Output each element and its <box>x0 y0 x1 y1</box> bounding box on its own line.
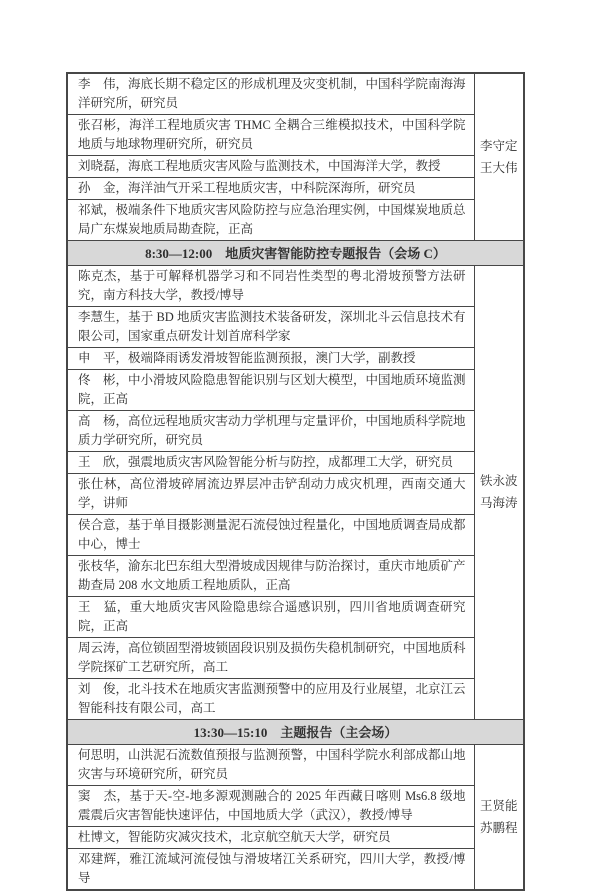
talk-cell: 刘 俊，北斗技术在地质灾害监测预警中的应用及行业展望，北京江云智能科技有限公司，高工 <box>67 679 474 720</box>
table-row <box>67 597 524 638</box>
talk-cell: 张召彬，海洋工程地质灾害 THMC 全耦合三维模拟技术，中国科学院地质与地球物理研究所，研究员 <box>67 115 474 156</box>
chair-name: 马海涛 <box>479 496 518 510</box>
chair-cell <box>474 745 524 891</box>
table-row <box>67 307 524 348</box>
talk-cell: 周云涛，高位锁固型滑坡锁固段识别及损伤失稳机制研究，中国地质科学院探矿工艺研究所，高工 <box>67 638 474 679</box>
table-row <box>67 745 524 786</box>
talk-cell: 陈克杰，基于可解释机器学习和不同岩性类型的粤北滑坡预警方法研究，南方科技大学，教授/博导 <box>67 266 474 307</box>
table-row <box>67 115 524 156</box>
chair-name: 王大伟 <box>479 160 518 175</box>
table-row <box>67 266 524 307</box>
chair-cell <box>474 266 524 720</box>
talk-cell: 张仕林，高位滑坡碎屑流边界层冲击铲刮动力成灾机理，西南交通大学，讲师 <box>67 474 474 515</box>
talk-cell: 佟 彬，中小滑坡风险隐患智能识别与区划大模型，中国地质环境监测院，正高 <box>67 370 474 411</box>
table-row <box>67 370 524 411</box>
table-row <box>67 849 524 891</box>
table-row <box>67 638 524 679</box>
chair-name: 王贤能 <box>479 798 518 813</box>
talk-cell: 侯合意，基于单目摄影测量泥石流侵蚀过程量化，中国地质调查局成都中心，博士 <box>67 515 474 556</box>
table-row <box>67 786 524 827</box>
chair-cell <box>474 73 524 241</box>
talk-cell: 邓建辉，雅江流域河流侵蚀与滑坡堵江关系研究，四川大学，教授/博导 <box>67 849 474 891</box>
chair-name: 铁永波 <box>479 474 518 488</box>
talk-cell: 王 猛，重大地质灾害风险隐患综合遥感识别，四川省地质调查研究院，正高 <box>67 597 474 638</box>
session-header-row <box>67 241 524 266</box>
table-row <box>67 679 524 720</box>
talk-cell: 王 欣，强震地质灾害风险智能分析与防控，成都理工大学，研究员 <box>67 452 474 474</box>
talk-cell: 祁斌，极端条件下地质灾害风险防控与应急治理实例，中国煤炭地质总局广东煤炭地质局勘查院，正高 <box>67 200 474 241</box>
table-row <box>67 411 524 452</box>
table-row <box>67 200 524 241</box>
session-header: 8:30—12:00 地质灾害智能防控专题报告（会场 C） <box>67 241 524 266</box>
talk-cell: 李 伟，海底长期不稳定区的形成机理及灾变机制，中国科学院南海海洋研究所，研究员 <box>67 73 474 115</box>
conference-program-table <box>66 72 525 891</box>
table-row <box>67 474 524 515</box>
table-row <box>67 827 524 849</box>
talk-cell: 刘晓磊，海底工程地质灾害风险与监测技术，中国海洋大学，教授 <box>67 156 474 178</box>
talk-cell: 李慧生，基于 BD 地质灾害监测技术装备研发，深圳北斗云信息技术有限公司，国家重点研发计划首席科学家 <box>67 307 474 348</box>
table-row <box>67 556 524 597</box>
talk-cell: 何思明，山洪泥石流数值预报与监测预警，中国科学院水利部成都山地灾害与环境研究所，研究员 <box>67 745 474 786</box>
talk-cell: 孙 金，海洋油气开采工程地质灾害，中科院深海所，研究员 <box>67 178 474 200</box>
table-row <box>67 515 524 556</box>
talk-cell: 张枝华，渝东北巴东组大型滑坡成因规律与防治探讨，重庆市地质矿产勘查局 208 水文地质工程地质队，正高 <box>67 556 474 597</box>
session-header-row <box>67 720 524 745</box>
chair-name: 李守定 <box>479 138 518 153</box>
table-row <box>67 178 524 200</box>
table-row <box>67 452 524 474</box>
chair-name: 苏鹏程 <box>479 820 518 835</box>
talk-cell: 杜博文，智能防灾减灾技术，北京航空航天大学，研究员 <box>67 827 474 849</box>
talk-cell: 窦 杰，基于天-空-地多源观测融合的 2025 年西藏日喀则 Ms6.8 级地震震后灾害智能快速评估，中国地质大学（武汉），教授/博导 <box>67 786 474 827</box>
table-row <box>67 348 524 370</box>
talk-cell: 高 杨，高位远程地质灾害动力学机理与定量评价，中国地质科学院地质力学研究所，研究员 <box>67 411 474 452</box>
talk-cell: 申 平，极端降雨诱发滑坡智能监测预报，澳门大学，副教授 <box>67 348 474 370</box>
session-header: 13:30—15:10 主题报告（主会场） <box>67 720 524 745</box>
table-row <box>67 156 524 178</box>
table-row <box>67 73 524 115</box>
